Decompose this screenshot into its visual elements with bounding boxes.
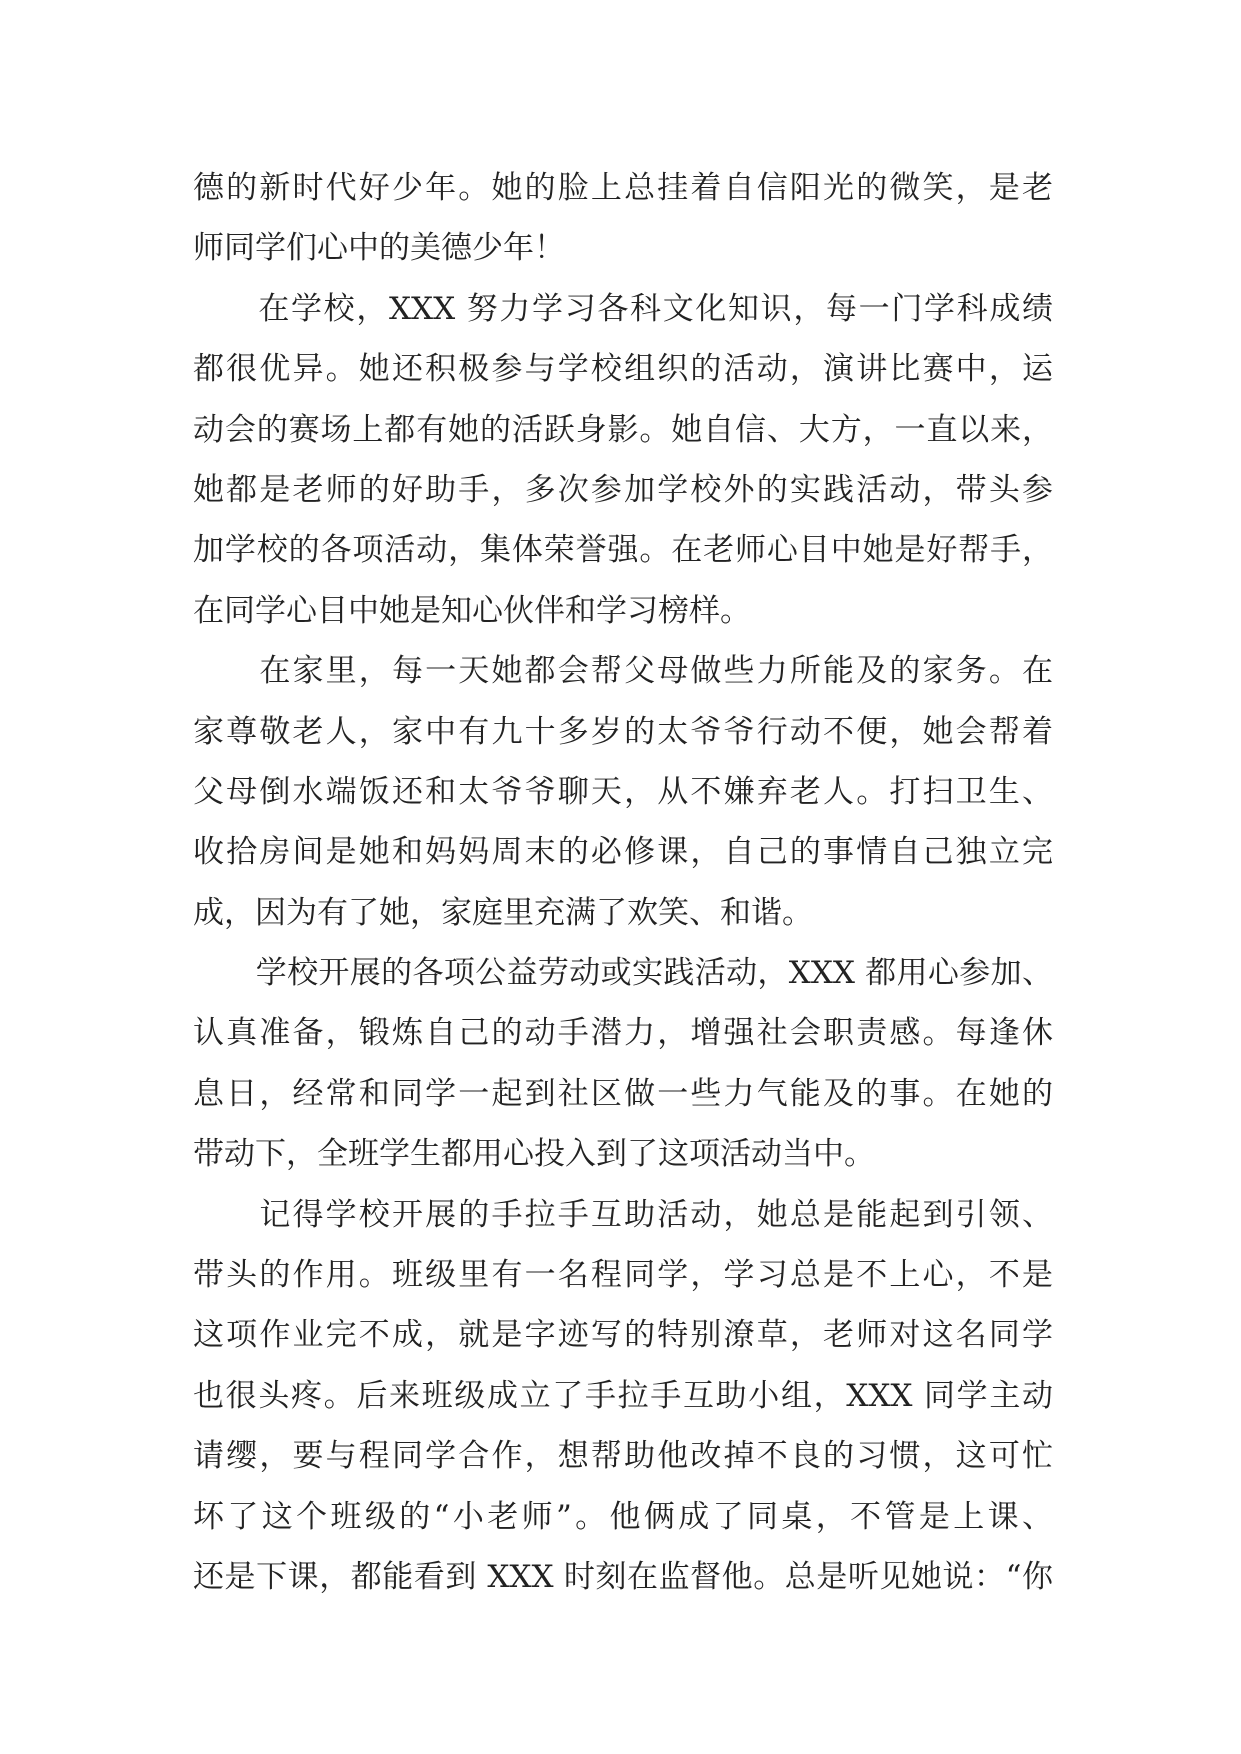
body-text <box>193 158 1053 1607</box>
text-line: 坏了这个班级的“小老师”。他俩成了同桌，不管是上课、 <box>193 1498 1053 1535</box>
text-line: 家尊敬老人，家中有九十多岁的太爷爷行动不便，她会帮着 <box>193 713 1053 750</box>
text-line: 还是下课，都能看到 XXX 时刻在监督他。总是听见她说：“你 <box>193 1558 1053 1595</box>
text-line: 记得学校开展的手拉手互助活动，她总是能起到引领、 <box>193 1196 1053 1233</box>
text-line: 息日，经常和同学一起到社区做一些力气能及的事。在她的 <box>193 1075 1053 1112</box>
text-line: 带头的作用。班级里有一名程同学，学习总是不上心，不是 <box>193 1257 1053 1294</box>
text-line: 在学校，XXX 努力学习各科文化知识，每一门学科成绩 <box>193 290 1053 327</box>
text-line: 学校开展的各项公益劳动或实践活动，XXX 都用心参加、 <box>193 955 1053 992</box>
text-line: 请缨，要与程同学合作，想帮助他改掉不良的习惯，这可忙 <box>193 1438 1053 1475</box>
text-line: 带动下，全班学生都用心投入到了这项活动当中。 <box>193 1136 875 1173</box>
text-line: 她都是老师的好助手，多次参加学校外的实践活动，带头参 <box>193 471 1053 508</box>
text-line: 也很头疼。后来班级成立了手拉手互助小组，XXX 同学主动 <box>193 1377 1053 1414</box>
text-line: 在家里，每一天她都会帮父母做些力所能及的家务。在 <box>193 653 1053 690</box>
text-line: 成，因为有了她，家庭里充满了欢笑、和谐。 <box>193 894 813 931</box>
text-line: 都很优异。她还积极参与学校组织的活动，演讲比赛中，运 <box>193 351 1053 388</box>
text-line: 这项作业完不成，就是字迹写的特别潦草，老师对这名同学 <box>193 1317 1053 1354</box>
text-line: 在同学心目中她是知心伙伴和学习榜样。 <box>193 592 751 629</box>
text-line: 加学校的各项活动，集体荣誉强。在老师心目中她是好帮手， <box>193 532 1053 569</box>
text-line: 德的新时代好少年。她的脸上总挂着自信阳光的微笑，是老 <box>193 170 1053 206</box>
text-line: 认真准备，锻炼自己的动手潜力，增强社会职责感。每逢休 <box>193 1015 1053 1052</box>
text-line: 动会的赛场上都有她的活跃身影。她自信、大方，一直以来， <box>193 411 1053 448</box>
text-line: 师同学们心中的美德少年！ <box>193 230 565 267</box>
text-line: 收拾房间是她和妈妈周末的必修课，自己的事情自己独立完 <box>193 834 1053 871</box>
text-line: 父母倒水端饭还和太爷爷聊天，从不嫌弃老人。打扫卫生、 <box>193 773 1053 810</box>
